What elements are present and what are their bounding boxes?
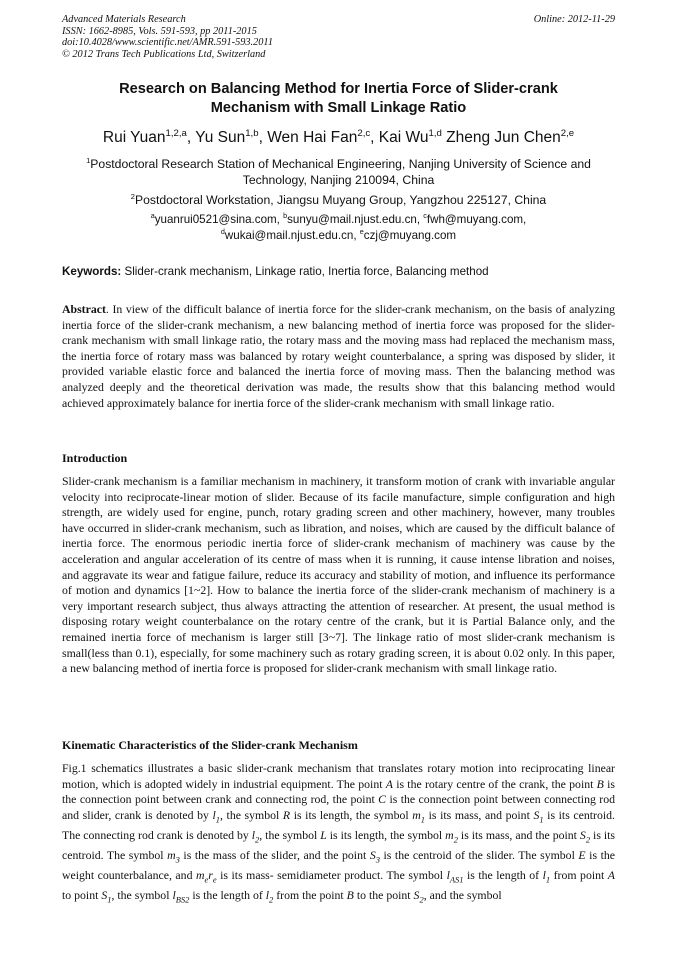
- author-affiliation-mark: 1,d: [428, 127, 442, 139]
- affiliation-1-text: Postdoctoral Research Station of Mechanical Engineering, Nanjing University of Science and Technology, Nanjing 210094, China: [90, 157, 591, 187]
- author-affiliation-mark: 1,b: [245, 127, 259, 139]
- section-heading-introduction: Introduction: [62, 451, 128, 465]
- math-symbol: C: [378, 792, 387, 807]
- author-name: Wen Hai Fan: [267, 129, 358, 146]
- email-c: fwh@muyang.com,: [426, 213, 527, 226]
- section-heading-kinematic: Kinematic Characteristics of the Slider-crank Mechanism: [62, 738, 358, 752]
- journal-name: Advanced Materials Research: [62, 14, 186, 25]
- author-name: Rui Yuan: [102, 129, 166, 146]
- math-subscript: 2: [269, 893, 274, 904]
- title-line-1: Research on Balancing Method for Inertia Force of Slider-crank: [119, 81, 558, 97]
- math-subscript: 1: [539, 814, 544, 825]
- email-b: sunyu@mail.njust.edu.cn,: [287, 213, 424, 226]
- abstract-label: Abstract: [62, 302, 106, 316]
- online-date: Online: 2012-11-29: [533, 14, 615, 25]
- math-symbol: $S_1$: [101, 887, 112, 904]
- kinematic-paragraph: Fig.1 schematics illustrates a basic slider-crank mechanism that translates rotary motion into reciprocating linear motion, which is adopted widely in industrial equipment. The point A is the rotary centre of the crank, the point B is the connection point between crank and connecting rod, the point C is the connection point between connecting rod and slider, crank is denoted by $l_1$, the symbol R is its length, the symbol $m_1$ is its mass, and point $S_1$ is its centroid. The connecting rod crank is denoted by $l_2$, the symbol L is its length, the symbol $m_2$ is its mass, and the point $S_2$ is its centroid. The symbol $m_3$ is the mass of the slider, and the point $S_3$ is the centroid of the slider. The symbol E is the weight counterbalance, and $m_er_e$ is its mass- semidiameter product. The symbol $l_{AS1}$ is the length of $l_1$ from point A to point $S_1$, the symbol $l_{BS2}$ is the length of $l_2$ from the point B to the point $S_2$, and the symbol: [62, 761, 616, 904]
- email-e-mark: e: [359, 227, 364, 237]
- paper-title: [62, 80, 615, 118]
- math-symbol: E: [578, 847, 586, 862]
- author-list: Rui Yuan$^{1,2,a}$, Yu Sun$^{1,b}$, Wen Hai Fan$^{2,c}$, Kai Wu$^{1,d}$ Zheng Jun Chen$^{2,e}$: [102, 127, 575, 146]
- journal-header: [62, 14, 615, 60]
- author-emails: [62, 212, 615, 244]
- math-subscript: 3: [375, 854, 380, 865]
- keywords-text: Slider-crank mechanism, Linkage ratio, Inertia force, Balancing method: [121, 265, 489, 278]
- math-symbol: $S_2$: [413, 887, 424, 904]
- math-symbol: A: [385, 776, 393, 791]
- math-subscript: 1: [215, 814, 221, 825]
- math-subscript: BS2: [175, 893, 190, 904]
- math-subscript: 2: [585, 834, 591, 845]
- doi-line: doi:10.4028/www.scientific.net/AMR.591-593.2011: [62, 37, 273, 49]
- math-symbol: $m_3$: [167, 847, 180, 865]
- author-affiliation-mark: 1,2,a: [165, 127, 187, 139]
- math-symbol: $S_2$: [579, 827, 591, 845]
- math-subscript: AS1: [449, 874, 464, 884]
- email-d: wukai@mail.njust.edu.cn,: [224, 229, 360, 242]
- author-affiliation-mark: 2,e: [560, 127, 575, 139]
- math-subscript: 1: [545, 874, 551, 884]
- math-symbol: $S_1$: [533, 807, 544, 825]
- affiliation-2: [62, 192, 615, 208]
- email-d-mark: d: [220, 227, 225, 237]
- author-name: Yu Sun: [195, 129, 246, 146]
- math-subscript: e: [212, 874, 217, 884]
- math-symbol: $l_2$: [265, 887, 274, 904]
- keywords: [62, 264, 615, 279]
- math-symbol: $m_e$: [195, 867, 209, 884]
- math-subscript: 2: [255, 834, 260, 845]
- email-b-mark: b: [283, 211, 288, 221]
- math-symbol: $l_{AS1}$: [446, 867, 464, 884]
- issn-line: ISSN: 1662-8985, Vols. 591-593, pp 2011-2015: [62, 25, 257, 37]
- math-subscript: 2: [453, 834, 458, 845]
- copyright-line: © 2012 Trans Tech Publications Ltd, Switzerland: [62, 48, 266, 60]
- math-symbol: $l_1$: [542, 867, 551, 884]
- math-symbol: $m_2$: [445, 827, 458, 845]
- affiliation-1: [62, 156, 615, 188]
- math-symbol: B: [346, 887, 354, 902]
- math-symbol: $l_2$: [251, 827, 260, 845]
- math-symbol: B: [596, 776, 604, 791]
- math-symbol: $l_1$: [212, 807, 221, 825]
- title-line-2: Mechanism with Small Linkage Ratio: [210, 100, 467, 116]
- email-a: yuanrui0521@sina.com,: [154, 213, 284, 226]
- math-subscript: 1: [420, 814, 426, 825]
- affiliation-1-mark: 1: [86, 155, 91, 165]
- math-symbol: $r_e$: [208, 867, 217, 884]
- math-symbol: L: [320, 827, 327, 842]
- math-subscript: 2: [419, 893, 424, 904]
- email-a-mark: a: [150, 211, 155, 221]
- math-subscript: e: [204, 874, 209, 884]
- keywords-label: Keywords:: [62, 265, 122, 278]
- math-symbol: $l_{BS2}$: [172, 887, 190, 904]
- affiliation-2-mark: 2: [130, 191, 135, 201]
- abstract: [62, 302, 615, 411]
- math-symbol: R: [282, 807, 291, 822]
- math-subscript: 1: [107, 893, 112, 904]
- math-symbol: A: [607, 867, 616, 882]
- abstract-text: . In view of the difficult balance of inertia force for the slider-crank mechanism, on the basis of analyzing inertia force of the slider-crank mechanism, a new balancing method of inertia force was proposed for the slider-crank mechanism with small linkage ratio, the rotary mass and the moving mass had replaced the mechanism mass, the inertia force of rotary mass was balanced by rotary weight counterbalance, a spring was disposed by slider, it provided variable elastic force and balanced the inertia force of moving mass. Then the balancing method was analyzed deeply and the theoretical derivation was made, the results show that this balancing method would achieved approximately balance for inertia force of the slider-crank mechanism with small linkage ratio.: [62, 302, 615, 410]
- math-symbol: $m_1$: [412, 807, 426, 825]
- emails-line-2: [62, 228, 615, 244]
- emails-line-1: [62, 212, 615, 228]
- author-name: Kai Wu: [378, 129, 429, 146]
- math-symbol: $S_3$: [369, 847, 380, 865]
- affiliation-2-text: Postdoctoral Workstation, Jiangsu Muyang Group, Yangzhou 225127, China: [134, 193, 547, 207]
- introduction-paragraph: Slider-crank mechanism is a familiar mechanism in machinery, it transform motion of crank with invariable angular velocity into reciprocate-linear motion of slider. Because of its facile manufacture, simple configuration and high strength, are widely used for engine, punch, rotary grading screen and other machinery, however, many troubles have occurred in slider-crank mechanism, such as libration, and noises, which are caused by the difficult balance of inertia force. The enormous periodic inertia force of slider-crank mechanism of machinery was cause by the acceleration and angular acceleration of its centre of mass when it is running, it cause intense libration and noises, and aggravate its wear and fatigue failure, reduce its accuracy and stability of motion, and influence its performance of motion and dynamics [1~2]. How to balance the inertia force of the slider-crank mechanism of machinery is a very important research subject, thus always attracting the attention of researcher. At present, the usual method is disposing rotary weight counterbalance on the rotary centre of the crank, but it is Partial Balance only, and the remained inertia force of mechanism is larger still [3~7]. The linkage ratio of most slider-crank mechanism is small(less than 0.1), especially, for some machinery such as rotary grading screen, it is about 0.02 only. In this paper, a new balancing method of inertia force is proposed for slider-crank mechanism with small linkage ratio.: [62, 474, 615, 676]
- email-e: czj@muyang.com: [363, 229, 457, 242]
- math-subscript: 3: [175, 854, 180, 865]
- email-c-mark: c: [423, 211, 427, 221]
- author-name: Zheng Jun Chen: [446, 129, 561, 146]
- author-affiliation-mark: 2,c: [357, 127, 371, 139]
